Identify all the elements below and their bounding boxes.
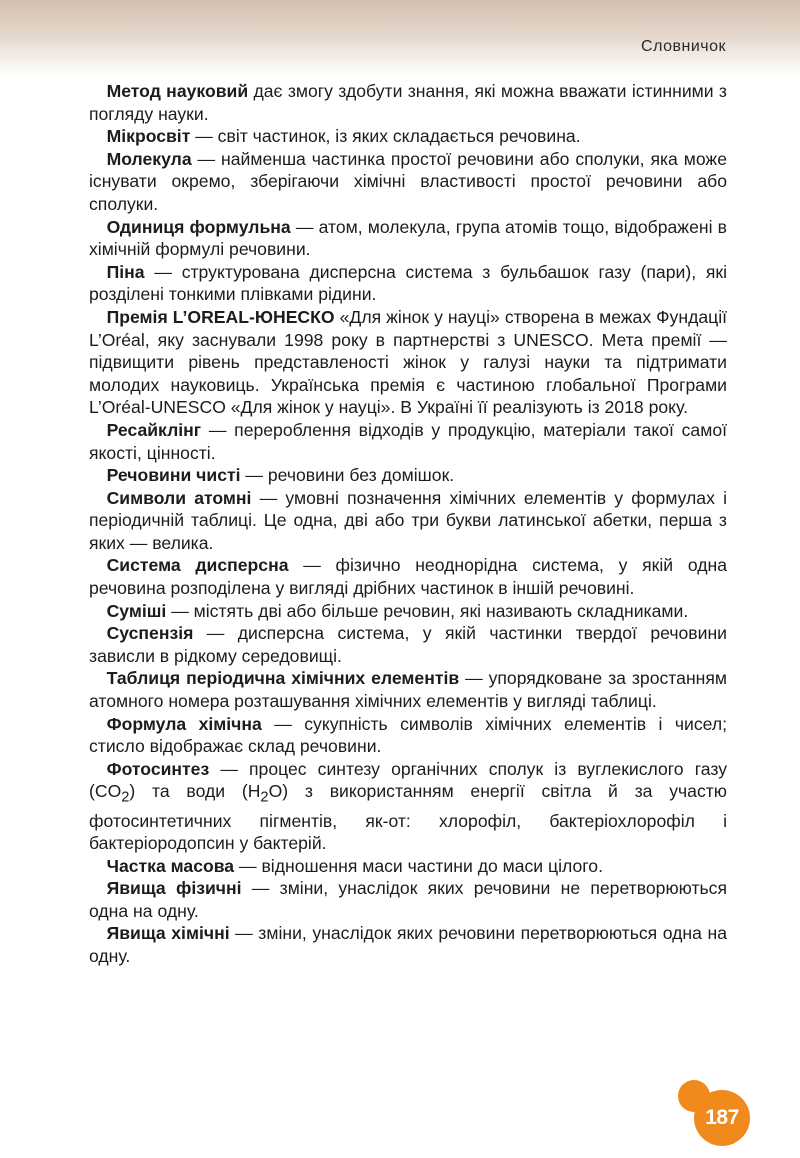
glossary-definition: — процес синтезу органічних сполук із вуглекислого газу (CO — [89, 758, 727, 802]
glossary-term: Частка масова — [106, 855, 235, 876]
subscript: 2 — [121, 789, 130, 806]
glossary-term: Мікросвіт — [106, 126, 191, 147]
glossary-definition: — структурована дисперсна система з бульбашок газу (пари), які розділені тонкими плівками рідини. — [89, 261, 727, 305]
glossary-term: Одиниця формульна — [106, 216, 291, 237]
glossary-term: Явища фізичні — [106, 878, 242, 899]
glossary-term: Суміші — [106, 600, 167, 621]
glossary-term: Формула хімічна — [106, 713, 262, 734]
glossary-definition: — фізично неоднорідна система, у якій одна речовина розподілена у вигляді дрібних частинок в іншій речовині. — [89, 555, 728, 599]
section-title: Словничок — [641, 38, 726, 55]
glossary-entry — [89, 554, 727, 599]
glossary-term: Метод науковий — [106, 81, 249, 101]
glossary-definition: — містять дві або більше речовин, які називають складниками. — [166, 600, 689, 621]
glossary-entry — [89, 125, 727, 148]
glossary-entry — [89, 622, 727, 667]
glossary-term: Явища хімічні — [106, 923, 230, 944]
glossary-list — [89, 80, 727, 968]
page-number-badge — [694, 1090, 750, 1146]
glossary-term: Піна — [106, 261, 145, 282]
glossary-term: Ресайклінг — [106, 419, 202, 440]
glossary-definition: — перероблення відходів у продукцію, матеріали такої самої якості, цінності. — [89, 419, 727, 463]
glossary-entry — [89, 758, 727, 855]
glossary-definition: — зміни, унаслідок яких речовини перетворюються одна на одну. — [89, 923, 727, 967]
glossary-entry — [89, 80, 727, 125]
glossary-definition: — упорядковане за зростанням атомного номера розташування хімічних елементів у вигляді таблиці. — [89, 668, 727, 712]
page-number: 187 — [705, 1106, 739, 1129]
glossary-entry — [89, 713, 727, 758]
glossary-term: Фотосинтез — [106, 758, 210, 779]
glossary-definition: ) та води (H — [129, 781, 261, 802]
glossary-term: Суспензія — [106, 623, 194, 644]
glossary-entry — [89, 667, 727, 712]
glossary-term: Таблиця періодична хімічних елементів — [106, 668, 460, 689]
glossary-definition: — найменша частинка простої речовини або сполуки, яка може існувати окремо, зберігаючи хімічні властивості простої речовини або сполуки. — [89, 148, 727, 214]
glossary-definition: — зміни, унаслідок яких речовини не перетворюються одна на одну. — [89, 878, 727, 921]
glossary-definition: дає змогу здобути знання, які можна вважати істинними з погляду науки. — [89, 81, 727, 124]
glossary-entry — [89, 306, 727, 419]
glossary-entry — [89, 877, 727, 922]
glossary-entry — [89, 487, 727, 555]
glossary-definition: O) з використанням енергії світла й за участю фотосинтетичних пігментів, як-от: хлорофіл, бактеріохлорофіл і бактеріородопсин у бактерій. — [89, 781, 728, 854]
glossary-entry — [89, 261, 727, 306]
glossary-definition: — речовини без домішок. — [240, 465, 455, 486]
glossary-term: Система дисперсна — [106, 555, 289, 576]
glossary-entry — [89, 600, 727, 623]
glossary-term: Речовини чисті — [106, 465, 241, 486]
glossary-entry — [89, 855, 727, 878]
subscript: 2 — [260, 789, 269, 806]
glossary-definition: — сукупність символів хімічних елементів і чисел; стисло відображає склад речовини. — [89, 713, 727, 757]
glossary-entry — [89, 148, 727, 216]
glossary-term: Молекула — [106, 148, 192, 169]
glossary-entry — [89, 419, 727, 464]
glossary-definition: — умовні позначення хімічних елементів у формулах і періодичній таблиці. Це одна, дві або три букви латинської абетки, перша з яких — велика. — [89, 487, 727, 553]
glossary-entry — [89, 922, 727, 967]
glossary-definition: — світ частинок, із яких складається речовина. — [190, 126, 581, 147]
glossary-definition: — дисперсна система, у якій частинки твердої речовини зависли в рідкому середовищі. — [89, 623, 727, 666]
glossary-definition: — відношення маси частини до маси цілого. — [234, 855, 603, 876]
glossary-definition: — атом, молекула, група атомів тощо, відображені в хімічній формулі речовини. — [89, 216, 727, 260]
glossary-term: Премія L’OREAL-ЮНЕСКО — [106, 306, 335, 327]
glossary-entry — [89, 464, 727, 487]
glossary-entry — [89, 216, 727, 261]
glossary-term: Символи атомні — [106, 487, 252, 508]
glossary-definition: «Для жінок у науці» створена в межах Фундації L’Oréal, яку заснували 1998 року в партнерстві з UNESCO. Мета премії — підвищити рівень представленості жінок у галузі науки та підтримати молодих науковиць. Українська премія є частиною глобальної Програми L’Oréal-UNESCO «Для жінок у науці». В Україні її реалізують із 2018 року. — [89, 306, 727, 418]
